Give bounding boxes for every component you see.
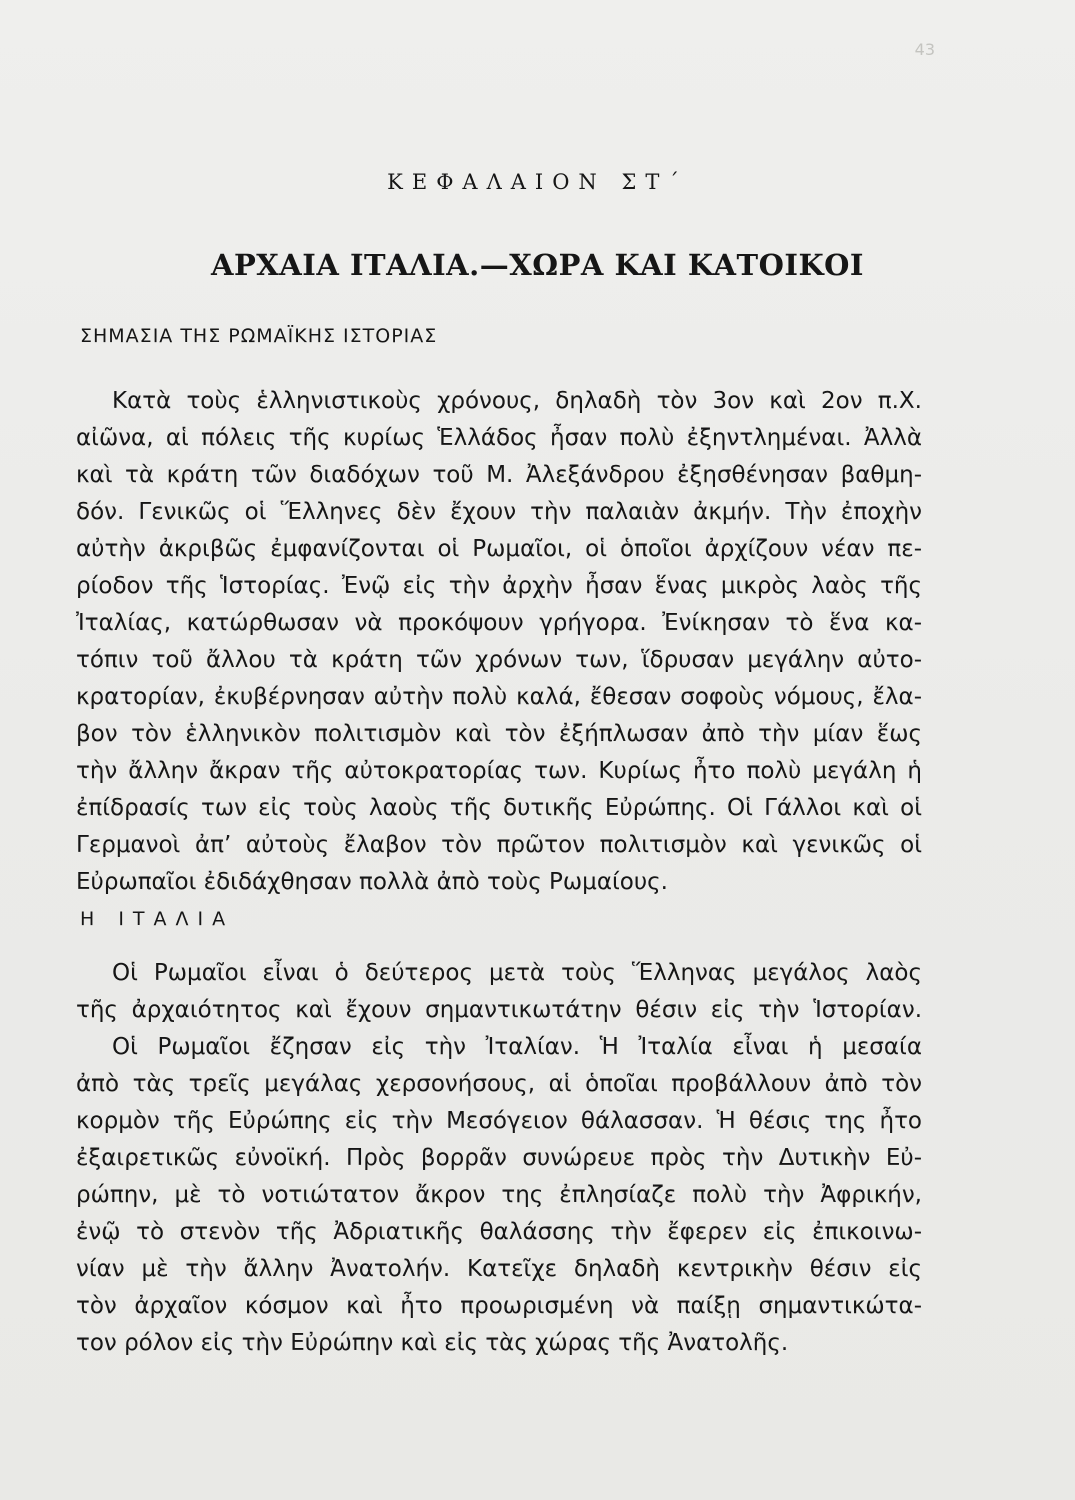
- text-line: Γερμανοὶ ἀπ’ αὐτοὺς ἔλαβον τὸν πρῶτον πολιτισμὸν καὶ γενικῶς οἱ: [76, 832, 922, 858]
- text-line: τον ρόλον εἰς τὴν Εὐρώπην καὶ εἰς τὰς χώρας τῆς Ἀνατολῆς.: [76, 1330, 789, 1356]
- text-line: τῆς ἀρχαιότητος καὶ ἔχουν σημαντικωτάτην θέσιν εἰς τὴν Ἱστορίαν.: [76, 997, 922, 1023]
- text-line: ἐνῷ τὸ στενὸν τῆς Ἀδριατικῆς θαλάσσης τὴν ἔφερεν εἰς ἐπικοινω-: [76, 1219, 922, 1245]
- text-line: καὶ τὰ κράτη τῶν διαδόχων τοῦ Μ. Ἀλεξάνδρου ἐξησθένησαν βαθμη-: [76, 462, 922, 488]
- page-number: 43: [914, 40, 935, 59]
- text-line: νίαν μὲ τὴν ἄλλην Ἀνατολήν. Κατεῖχε δηλαδὴ κεντρικὴν θέσιν εἰς: [76, 1256, 922, 1282]
- section-body-italy: [76, 955, 922, 1362]
- text-line: ρώπην, μὲ τὸ νοτιώτατον ἄκρον της ἐπλησίαζε πολὺ τὴν Ἀφρικήν,: [76, 1182, 922, 1208]
- section-heading-significance: ΣΗΜΑΣΙΑ ΤΗΣ ΡΩΜΑΪΚΗΣ ΙΣΤΟΡΙΑΣ: [80, 325, 438, 347]
- chapter-title: ΑΡΧΑΙΑ ΙΤΑΛΙΑ.—ΧΩΡΑ ΚΑΙ ΚΑΤΟΙΚΟΙ: [210, 248, 864, 282]
- text-line: ἀπὸ τὰς τρεῖς μεγάλας χερσονήσους, αἱ ὁποῖαι προβάλλουν ἀπὸ τὸν: [76, 1071, 922, 1097]
- text-line: τὸν ἀρχαῖον κόσμον καὶ ἦτο προωρισμένη νὰ παίξῃ σημαντικώτα-: [76, 1293, 922, 1319]
- text-line: τὴν ἄλλην ἄκραν τῆς αὐτοκρατορίας των. Κυρίως ἦτο πολὺ μεγάλη ἡ: [76, 758, 922, 784]
- chapter-label: ΚΕΦΑΛΑΙΟΝ ΣΤ΄: [387, 170, 688, 194]
- text-line: ἐξαιρετικῶς εὐνοϊκή. Πρὸς βορρᾶν συνώρευε πρὸς τὴν Δυτικὴν Εὐ-: [76, 1145, 922, 1171]
- section-body-significance: [76, 383, 922, 901]
- text-line: ἐπίδρασίς των εἰς τοὺς λαοὺς τῆς δυτικῆς Εὐρώπης. Οἱ Γάλλοι καὶ οἱ: [76, 795, 922, 821]
- text-line: κορμὸν τῆς Εὐρώπης εἰς τὴν Μεσόγειον θάλασσαν. Ἡ θέσις της ἦτο: [76, 1108, 922, 1134]
- text-line: Οἱ Ρωμαῖοι εἶναι ὁ δεύτερος μετὰ τοὺς Ἕλληνας μεγάλος λαὸς: [112, 960, 922, 986]
- text-line: τόπιν τοῦ ἄλλου τὰ κράτη τῶν χρόνων των, ἵδρυσαν μεγάλην αὐτο-: [76, 647, 922, 673]
- text-line: αἰῶνα, αἱ πόλεις τῆς κυρίως Ἑλλάδος ἦσαν πολὺ ἐξηντλημέναι. Ἀλλὰ: [76, 425, 922, 451]
- text-line: Κατὰ τοὺς ἑλληνιστικοὺς χρόνους, δηλαδὴ τὸν 3ον καὶ 2ον π.Χ.: [112, 388, 922, 414]
- text-line: Ἰταλίας, κατώρθωσαν νὰ προκόψουν γρήγορα. Ἐνίκησαν τὸ ἕνα κα-: [76, 610, 922, 636]
- text-line: αὐτὴν ἀκριβῶς ἐμφανίζονται οἱ Ρωμαῖοι, οἱ ὁποῖοι ἀρχίζουν νέαν πε-: [76, 536, 922, 562]
- text-line: βον τὸν ἑλληνικὸν πολιτισμὸν καὶ τὸν ἐξήπλωσαν ἀπὸ τὴν μίαν ἕως: [76, 721, 922, 747]
- text-line: Εὐρωπαῖοι ἐδιδάχθησαν πολλὰ ἀπὸ τοὺς Ρωμαίους.: [76, 869, 668, 895]
- text-line: κρατορίαν, ἐκυβέρνησαν αὐτὴν πολὺ καλά, ἔθεσαν σοφοὺς νόμους, ἔλα-: [76, 684, 922, 710]
- text-line: Οἱ Ρωμαῖοι ἔζησαν εἰς τὴν Ἰταλίαν. Ἡ Ἰταλία εἶναι ἡ μεσαία: [112, 1034, 922, 1060]
- text-line: δόν. Γενικῶς οἱ Ἕλληνες δὲν ἔχουν τὴν παλαιὰν ἀκμήν. Τὴν ἐποχὴν: [76, 499, 922, 525]
- text-line: ρίοδον τῆς Ἱστορίας. Ἐνῷ εἰς τὴν ἀρχὴν ἦσαν ἕνας μικρὸς λαὸς τῆς: [76, 573, 922, 599]
- section-heading-italy: Η ΙΤΑΛΙΑ: [80, 908, 235, 930]
